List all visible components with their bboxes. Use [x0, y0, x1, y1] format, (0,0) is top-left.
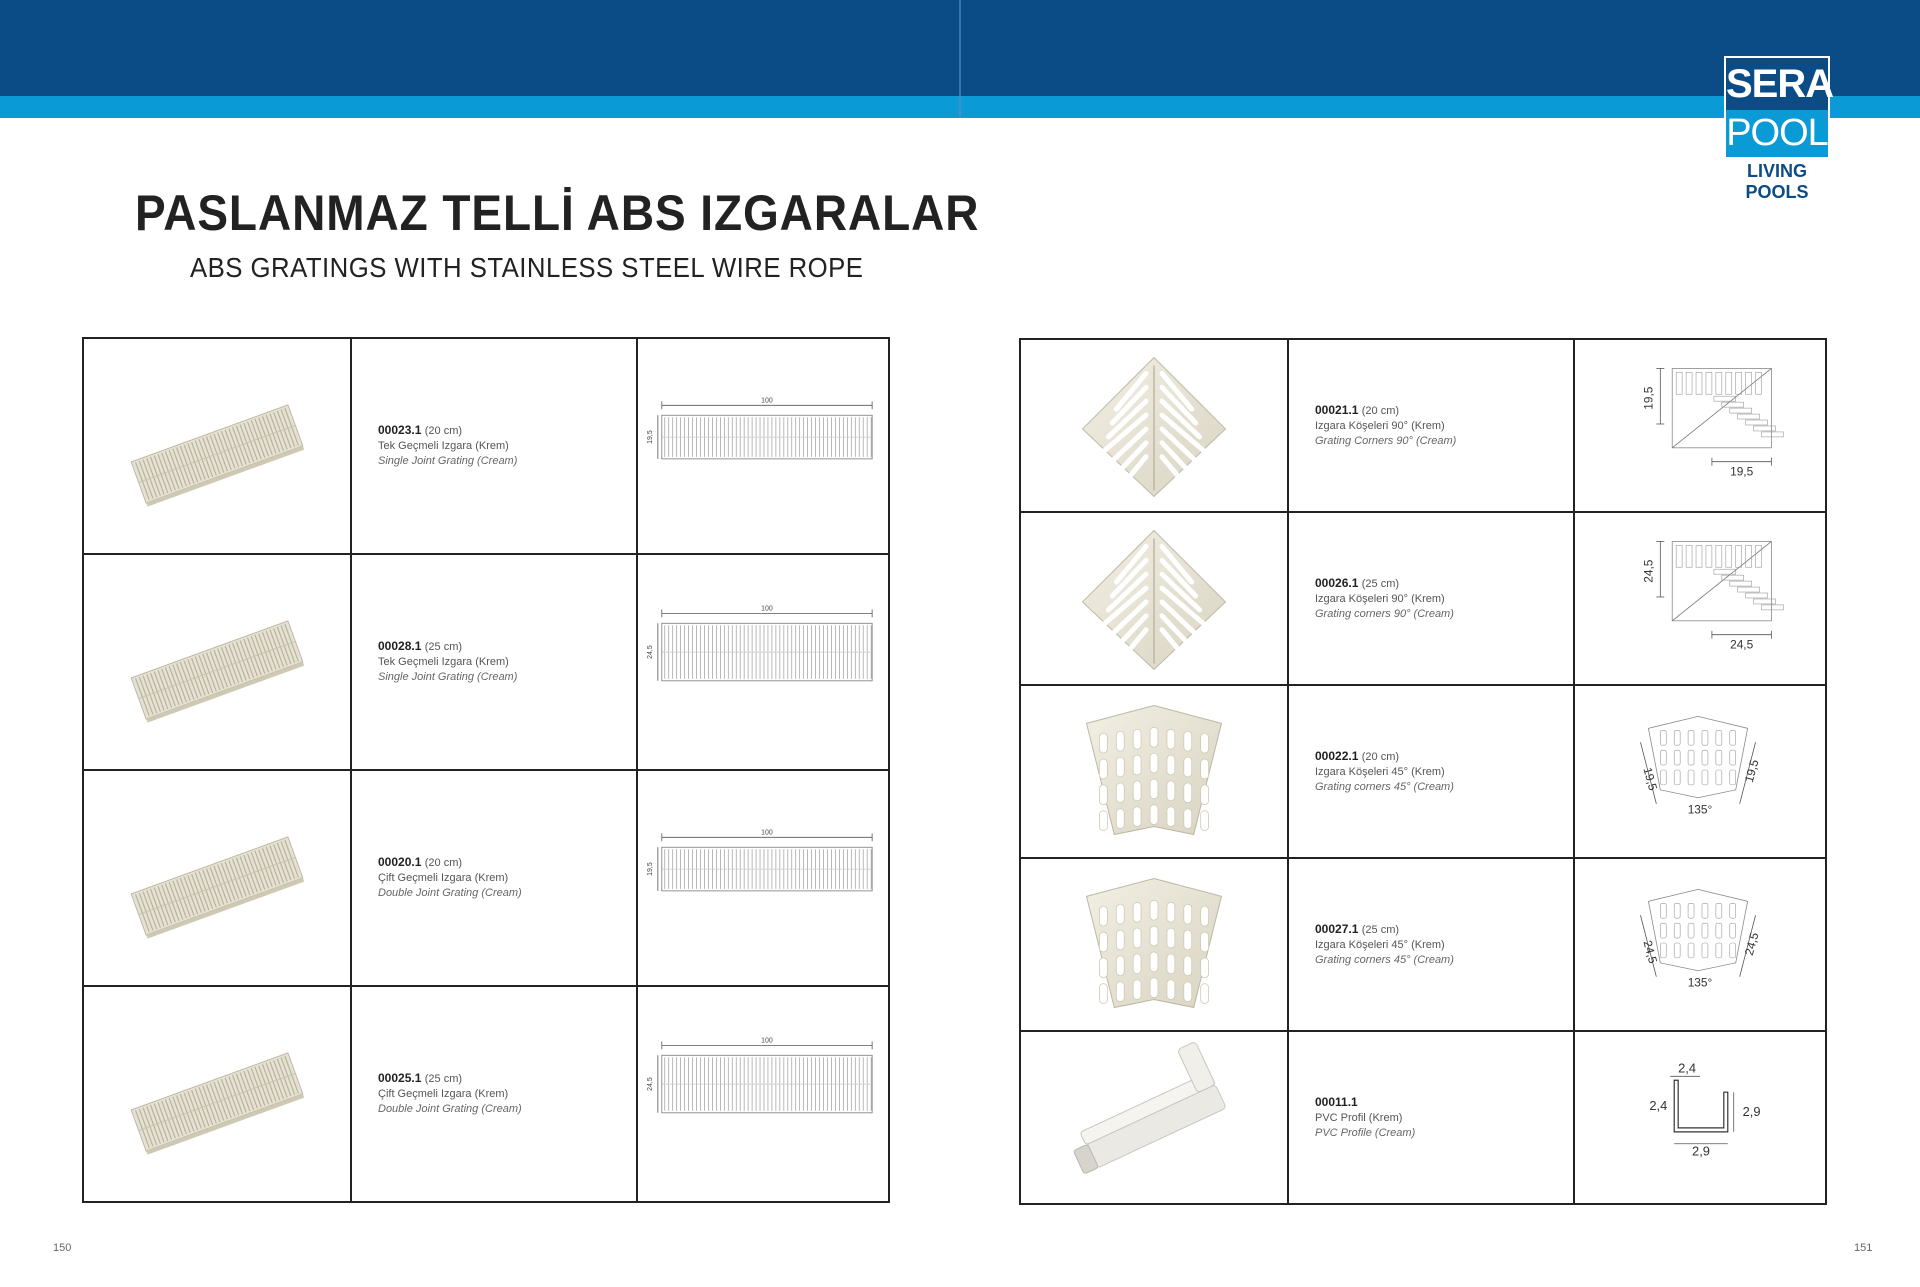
technical-drawing-cell	[1574, 512, 1826, 685]
technical-drawing-cell	[637, 338, 889, 554]
product-name-en: Single Joint Grating (Cream)	[378, 671, 518, 683]
product-name-tr: Izgara Köşeleri 45° (Krem)	[1315, 938, 1445, 951]
product-info-cell	[1288, 685, 1574, 858]
product-size: (20 cm)	[1361, 750, 1400, 763]
left-product-table	[82, 337, 890, 1203]
logo-tagline: LIVING POOLS	[1745, 161, 1809, 202]
product-code: 00023.1	[378, 423, 422, 437]
product-info-cell	[1288, 339, 1574, 512]
product-photo-cell	[83, 770, 351, 986]
technical-drawing	[1575, 513, 1825, 679]
product-code: 00021.1	[1315, 402, 1359, 417]
dim-left-label: 2,4	[1649, 1098, 1668, 1114]
dim-length-label: 100	[761, 1037, 773, 1045]
technical-drawing	[1575, 340, 1825, 506]
page-subtitle: ABS GRATINGS WITH STAINLESS STEEL WIRE ROPE	[190, 252, 864, 283]
technical-drawing	[638, 555, 888, 764]
straight-grating-icon	[84, 339, 350, 548]
product-info-cell	[1288, 858, 1574, 1031]
product-photo-cell	[1020, 339, 1288, 512]
dim-length-label: 100	[761, 605, 773, 613]
product-size: (20 cm)	[1361, 404, 1400, 417]
dim-b-label: 24,5	[1730, 637, 1754, 652]
product-size: (25 cm)	[424, 641, 463, 653]
corner-45-icon	[1021, 859, 1287, 1025]
product-name-tr: Çift Geçmeli Izgara (Krem)	[378, 1088, 509, 1100]
product-name-en: Double Joint Grating (Cream)	[378, 1103, 522, 1115]
technical-drawing-cell	[637, 554, 889, 770]
product-size: (25 cm)	[424, 1073, 463, 1085]
dim-a-label: 19,5	[1640, 765, 1661, 792]
right-product-table	[1019, 338, 1827, 1205]
product-code: 00020.1	[378, 855, 422, 869]
product-code: 00026.1	[1315, 575, 1359, 590]
product-row	[1020, 858, 1826, 1031]
page-title: PASLANMAZ TELLİ ABS IZGARALAR	[135, 185, 980, 241]
dim-a-label: 19,5	[1641, 386, 1656, 410]
product-name-tr: Çift Geçmeli Izgara (Krem)	[378, 872, 509, 884]
product-info-cell	[351, 554, 637, 770]
technical-drawing	[1575, 859, 1825, 1025]
product-row	[1020, 339, 1826, 512]
product-row	[83, 986, 889, 1202]
product-row	[1020, 685, 1826, 858]
product-name-tr: Izgara Köşeleri 45° (Krem)	[1315, 765, 1445, 778]
technical-drawing-cell	[1574, 858, 1826, 1031]
technical-drawing-cell	[1574, 339, 1826, 512]
product-code: 00022.1	[1315, 748, 1359, 763]
product-code-line	[1315, 922, 1573, 938]
page-spine	[959, 0, 961, 118]
corner-45-icon	[1021, 686, 1287, 852]
product-photo-cell	[1020, 512, 1288, 685]
dim-a-label: 24,5	[1641, 559, 1656, 583]
product-photo-cell	[1020, 1031, 1288, 1204]
product-photo-cell	[1020, 685, 1288, 858]
product-code-line	[1315, 403, 1573, 419]
straight-grating-icon	[84, 987, 350, 1196]
product-name-en: PVC Profile (Cream)	[1315, 1126, 1416, 1139]
product-info-cell	[351, 770, 637, 986]
product-name-tr: Izgara Köşeleri 90° (Krem)	[1315, 592, 1445, 605]
product-code: 00011.1	[1315, 1094, 1358, 1109]
product-code-line	[1315, 1095, 1573, 1111]
product-row	[83, 338, 889, 554]
technical-drawing	[1575, 686, 1825, 852]
corner-90-icon	[1021, 513, 1287, 679]
product-code-line	[378, 423, 636, 439]
dim-b-label: 24,5	[1741, 930, 1762, 957]
product-photo-cell	[83, 338, 351, 554]
dim-length-label: 100	[761, 397, 773, 405]
product-name-en: Grating corners 90° (Cream)	[1315, 607, 1454, 620]
product-info-cell	[351, 986, 637, 1202]
dim-top-label: 2,4	[1678, 1060, 1697, 1076]
dim-b-label: 19,5	[1741, 757, 1762, 784]
product-name-tr: Tek Geçmeli Izgara (Krem)	[378, 656, 509, 668]
dim-a-label: 24,5	[1640, 938, 1661, 965]
logo-brand-bottom: POOL	[1726, 112, 1828, 154]
product-code-line	[1315, 749, 1573, 765]
product-name-en: Single Joint Grating (Cream)	[378, 455, 518, 467]
product-code: 00027.1	[1315, 921, 1359, 936]
logo-brand-top: SERA	[1726, 62, 1834, 106]
product-code-line	[378, 639, 636, 655]
dim-width-label: 24,5	[646, 1077, 654, 1091]
straight-grating-icon	[84, 555, 350, 764]
technical-drawing-cell	[1574, 685, 1826, 858]
technical-drawing	[1575, 1032, 1825, 1198]
straight-grating-icon	[84, 771, 350, 980]
dim-right-label: 2,9	[1742, 1103, 1761, 1119]
product-row	[1020, 1031, 1826, 1204]
product-code: 00028.1	[378, 639, 422, 653]
page-number-right: 151	[1854, 1242, 1873, 1254]
technical-drawing-cell	[1574, 1031, 1826, 1204]
technical-drawing	[638, 987, 888, 1196]
technical-drawing	[638, 339, 888, 548]
product-size: (20 cm)	[424, 857, 463, 869]
page-number-left: 150	[53, 1242, 72, 1254]
product-name-en: Double Joint Grating (Cream)	[378, 887, 522, 899]
product-code-line	[1315, 576, 1573, 592]
dim-width-label: 19,5	[646, 430, 654, 444]
pvc-profile-icon	[1021, 1032, 1287, 1198]
product-name-tr: PVC Profil (Krem)	[1315, 1111, 1403, 1124]
product-info-cell	[1288, 1031, 1574, 1204]
product-size: (25 cm)	[1361, 577, 1400, 590]
product-row	[1020, 512, 1826, 685]
dim-b-label: 19,5	[1730, 464, 1754, 479]
dim-width-label: 19,5	[646, 862, 654, 876]
product-name-tr: Tek Geçmeli Izgara (Krem)	[378, 440, 509, 452]
serapool-logo	[1724, 56, 1834, 203]
product-row	[83, 770, 889, 986]
product-size: (20 cm)	[424, 425, 463, 437]
product-info-cell	[1288, 512, 1574, 685]
angle-label: 135°	[1687, 975, 1713, 990]
product-name-en: Grating corners 45° (Cream)	[1315, 780, 1454, 793]
product-info-cell	[351, 338, 637, 554]
product-photo-cell	[83, 986, 351, 1202]
dim-length-label: 100	[761, 829, 773, 837]
technical-drawing-cell	[637, 986, 889, 1202]
product-code-line	[378, 855, 636, 871]
angle-label: 135°	[1687, 802, 1713, 817]
dim-width-label: 24,5	[646, 645, 654, 659]
product-code-line	[378, 1071, 636, 1087]
technical-drawing	[638, 771, 888, 980]
product-name-en: Grating corners 45° (Cream)	[1315, 953, 1454, 966]
product-photo-cell	[83, 554, 351, 770]
product-name-en: Grating Corners 90° (Cream)	[1315, 434, 1457, 447]
dim-bottom-label: 2,9	[1692, 1143, 1710, 1159]
corner-90-icon	[1021, 340, 1287, 506]
technical-drawing-cell	[637, 770, 889, 986]
product-name-tr: Izgara Köşeleri 90° (Krem)	[1315, 419, 1445, 432]
product-photo-cell	[1020, 858, 1288, 1031]
product-code: 00025.1	[378, 1071, 422, 1085]
product-row	[83, 554, 889, 770]
product-size: (25 cm)	[1361, 923, 1400, 936]
logo-mark	[1724, 56, 1834, 157]
